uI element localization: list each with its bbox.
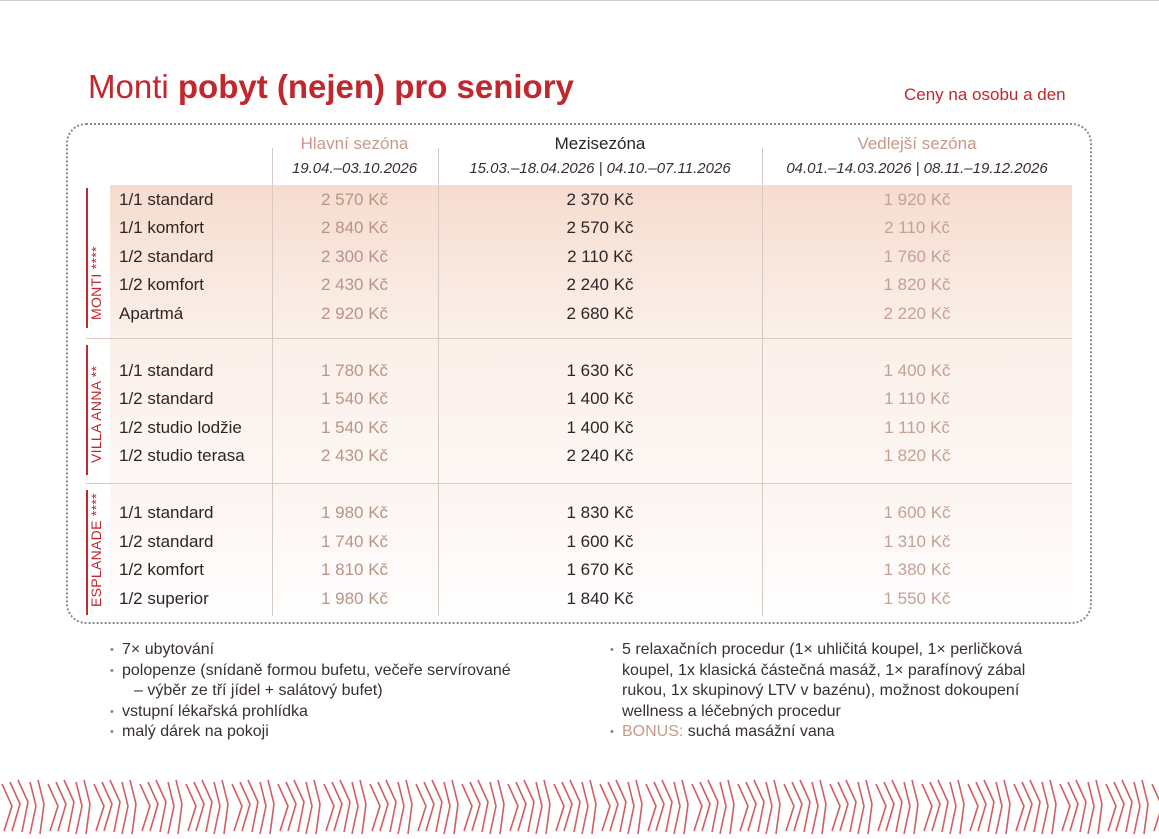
price-main: 2 920 Kč — [320, 304, 389, 323]
table-row — [119, 218, 1072, 246]
room-type: 1/2 standard — [119, 389, 214, 408]
price-main: 1 980 Kč — [320, 589, 389, 608]
price-off: 1 400 Kč — [883, 361, 951, 380]
decorative-pattern-footer — [0, 776, 1159, 839]
price-main: 1 980 Kč — [320, 503, 389, 522]
price-mid: 1 670 Kč — [566, 560, 634, 579]
column-dates: 19.04.–03.10.2026 — [291, 160, 418, 177]
price-off: 2 220 Kč — [883, 304, 951, 323]
price-main: 1 810 Kč — [320, 560, 389, 579]
price-main: 2 570 Kč — [320, 190, 389, 209]
list-item: • 7× ubytování — [110, 640, 580, 661]
room-type: 1/2 komfort — [119, 275, 205, 294]
price-mid: 1 600 Kč — [566, 532, 634, 551]
price-off: 1 600 Kč — [883, 503, 951, 522]
table-row — [119, 589, 1072, 617]
price-off: 1 820 Kč — [883, 446, 951, 465]
list-item: • 5 relaxačních procedur (1× uhličitá koupel, 1× perličková — [610, 640, 1080, 661]
table-row — [119, 247, 1072, 275]
price-mid: 1 630 Kč — [566, 361, 634, 380]
column-dates: 04.01.–14.03.2026 | 08.11.–19.12.2026 — [786, 160, 1048, 177]
column-dates: 15.03.–18.04.2026 | 04.10.–07.11.2026 — [469, 160, 731, 177]
group-label-monti: MONTI **** — [88, 246, 104, 320]
price-mid: 2 570 Kč — [566, 218, 634, 237]
column-name: Vedlejší sezóna — [857, 134, 977, 153]
price-mid: 1 400 Kč — [566, 389, 634, 408]
price-main: 1 740 Kč — [320, 532, 389, 551]
price-off: 1 820 Kč — [883, 275, 951, 294]
continuation-text: wellness a léčebných procedur — [622, 702, 841, 720]
table-row — [119, 389, 1072, 417]
bonus-label: BONUS: — [622, 723, 684, 740]
room-type: 1/2 superior — [119, 589, 209, 608]
list-item-continuation: – výběr ze tří jídel + salátový bufet) — [134, 682, 383, 699]
column-name: Hlavní sezóna — [300, 134, 409, 153]
table-row — [119, 532, 1072, 560]
column-header-main-season — [272, 134, 437, 177]
title-bold: pobyt (nejen) pro seniory — [177, 68, 574, 105]
room-type: 1/2 studio terasa — [119, 446, 245, 465]
top-border-line — [0, 0, 1159, 1]
group-label-esplanade: ESPLANADE **** — [88, 493, 104, 607]
room-type: 1/1 standard — [119, 190, 214, 209]
group-separator — [86, 483, 1072, 484]
price-off: 2 110 Kč — [884, 218, 950, 237]
table-row — [119, 446, 1072, 474]
list-item: • vstupní lékařská prohlídka — [110, 702, 580, 723]
price-main: 1 540 Kč — [320, 389, 389, 408]
price-main: 2 430 Kč — [320, 275, 389, 294]
column-name: Mezisezóna — [554, 134, 646, 153]
included-services-right — [610, 640, 1080, 743]
price-mid: 2 370 Kč — [566, 190, 634, 209]
room-type: 1/1 standard — [119, 361, 214, 380]
price-off: 1 380 Kč — [883, 560, 951, 579]
continuation-text: koupel, 1x klasická částečná masáž, 1× parafínový zábal — [622, 661, 1026, 679]
included-services-left — [110, 640, 580, 743]
column-header-mid-season — [438, 134, 762, 177]
price-mid: 1 840 Kč — [566, 589, 634, 608]
table-row — [119, 275, 1072, 303]
bonus-text: suchá masážní vana — [683, 723, 835, 740]
table-row — [119, 361, 1072, 389]
price-main: 2 430 Kč — [320, 446, 389, 465]
column-header-off-season — [762, 134, 1072, 177]
list-item-continuation — [610, 661, 1080, 682]
price-off: 1 110 Kč — [884, 389, 950, 408]
price-main: 1 540 Kč — [320, 418, 389, 437]
room-type: 1/2 studio lodžie — [119, 418, 242, 437]
room-type: 1/1 standard — [119, 503, 214, 522]
price-main: 2 300 Kč — [320, 247, 389, 266]
price-off: 1 760 Kč — [883, 247, 951, 266]
price-mid: 2 240 Kč — [566, 446, 634, 465]
price-off: 1 550 Kč — [883, 589, 951, 608]
price-off: 1 310 Kč — [883, 532, 951, 551]
price-mid: 2 680 Kč — [566, 304, 634, 323]
continuation-text: rukou, 1x skupinový LTV v bazénu), možnost dokoupení — [622, 682, 1020, 699]
list-item-continuation — [610, 702, 1080, 723]
price-mid: 2 110 Kč — [567, 247, 633, 266]
room-type: 1/1 komfort — [119, 218, 205, 237]
price-main: 2 840 Kč — [320, 218, 389, 237]
price-off: 1 920 Kč — [883, 190, 951, 209]
price-main: 1 780 Kč — [320, 361, 389, 380]
table-row — [119, 190, 1072, 218]
list-item-continuation — [610, 681, 1080, 702]
list-item: • malý dárek na pokoji — [110, 722, 580, 743]
room-type: 1/2 standard — [119, 532, 214, 551]
room-type: 1/2 komfort — [119, 560, 205, 579]
group-separator — [86, 338, 1072, 339]
price-mid: 1 830 Kč — [566, 503, 634, 522]
table-row — [119, 418, 1072, 446]
table-row — [119, 560, 1072, 588]
list-item: • polopenze (snídaně formou bufetu, večeře servírované — [110, 661, 580, 682]
room-type: 1/2 standard — [119, 247, 214, 266]
price-mid: 2 240 Kč — [566, 275, 634, 294]
price-off: 1 110 Kč — [884, 418, 950, 437]
price-mid: 1 400 Kč — [566, 418, 634, 437]
table-row — [119, 503, 1072, 531]
bonus-item — [610, 722, 1080, 743]
room-type: Apartmá — [119, 304, 184, 323]
price-note: Ceny na osobu a den — [904, 85, 1066, 104]
group-label-villa-anna: VILLA ANNA ** — [88, 365, 104, 463]
title-regular: Monti — [88, 68, 169, 105]
table-row — [119, 304, 1072, 332]
page-title — [88, 68, 574, 106]
